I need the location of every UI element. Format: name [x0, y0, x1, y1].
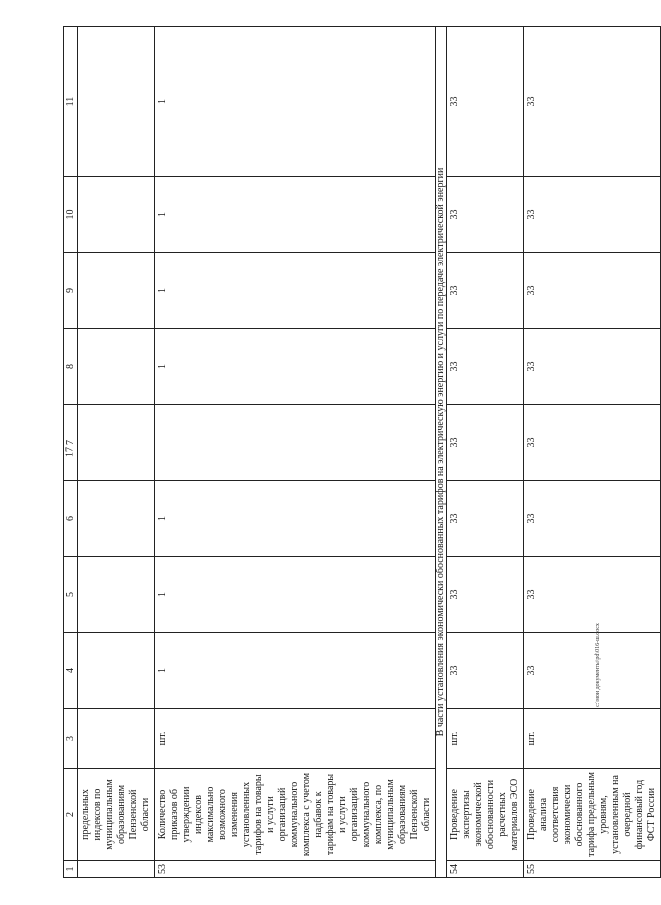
row-value: 33 [447, 405, 524, 481]
row-name: Количество приказов об утверждении индексов максимально возможного изменения установленных тарифов на товары и услуги организаций коммунального комплекса с учетом надбавок к тарифам на товары и услуги организаций коммунального комплекса, по муниципальным образованиям Пензенской области [155, 769, 436, 861]
column-number: 1 [64, 861, 78, 878]
column-number: 3 [64, 709, 78, 769]
row-value [78, 177, 155, 253]
column-number: 4 [64, 633, 78, 709]
row-value: 33 [524, 405, 661, 481]
row-value [78, 481, 155, 557]
column-number: 2 [64, 769, 78, 861]
row-name: Проведение экспертизы экономической обоснованности расчетных материалов ЭСО [447, 769, 524, 861]
column-number: 7 [64, 405, 78, 481]
row-value: 1 [155, 177, 436, 253]
column-number: 10 [64, 177, 78, 253]
row-unit: шт. [524, 709, 661, 769]
column-number: 11 [64, 27, 78, 177]
row-value: 1 [155, 27, 436, 177]
table-container [63, 27, 657, 878]
section-header: В части установления экономически обоснованных тарифов на электрическую энергию и услуги по передаче электрической энергии [436, 27, 447, 878]
row-number: 54 [447, 861, 524, 878]
row-value: 33 [447, 481, 524, 557]
row-value: 1 [155, 481, 436, 557]
row-number: 53 [155, 861, 436, 878]
page-number: 17 [64, 447, 76, 457]
row-value [78, 253, 155, 329]
row-value: 33 [447, 27, 524, 177]
footer-file-path: c:\мои документы\pd\016-ш.docx [595, 623, 601, 707]
column-number-row [64, 27, 78, 878]
row-value: 33 [447, 253, 524, 329]
row-value: 33 [524, 27, 661, 177]
row-value: 33 [447, 633, 524, 709]
row-value: 1 [155, 633, 436, 709]
row-unit [78, 709, 155, 769]
section-header-row [436, 27, 447, 878]
row-value [78, 557, 155, 633]
row-value: 33 [447, 329, 524, 405]
row-value: 33 [447, 177, 524, 253]
row-value: 33 [447, 557, 524, 633]
row-value [78, 27, 155, 177]
data-table [63, 26, 661, 878]
table-row [524, 27, 661, 878]
row-value: 33 [524, 557, 661, 633]
column-number: 6 [64, 481, 78, 557]
row-value: 33 [524, 177, 661, 253]
row-value [78, 405, 155, 481]
row-value [155, 405, 436, 481]
row-value [78, 329, 155, 405]
row-value: 1 [155, 253, 436, 329]
row-number: 55 [524, 861, 661, 878]
row-name: Проведение анализа соответствия экономически обоснованного тарифа предельным уровням, установленным на очередной финансовый год ФСТ России [524, 769, 661, 861]
table-row [78, 27, 155, 878]
row-unit: шт. [447, 709, 524, 769]
row-name: предельных индексов по муниципальным образованиям Пензенской области [78, 769, 155, 861]
column-number: 9 [64, 253, 78, 329]
row-unit: шт. [155, 709, 436, 769]
row-value: 33 [524, 633, 661, 709]
column-number: 5 [64, 557, 78, 633]
row-value: 33 [524, 253, 661, 329]
column-number: 8 [64, 329, 78, 405]
row-value: 1 [155, 557, 436, 633]
row-value [78, 633, 155, 709]
row-value: 33 [524, 329, 661, 405]
row-value: 1 [155, 329, 436, 405]
table-row [155, 27, 436, 878]
table-row [447, 27, 524, 878]
row-value: 33 [524, 481, 661, 557]
row-number [78, 861, 155, 878]
